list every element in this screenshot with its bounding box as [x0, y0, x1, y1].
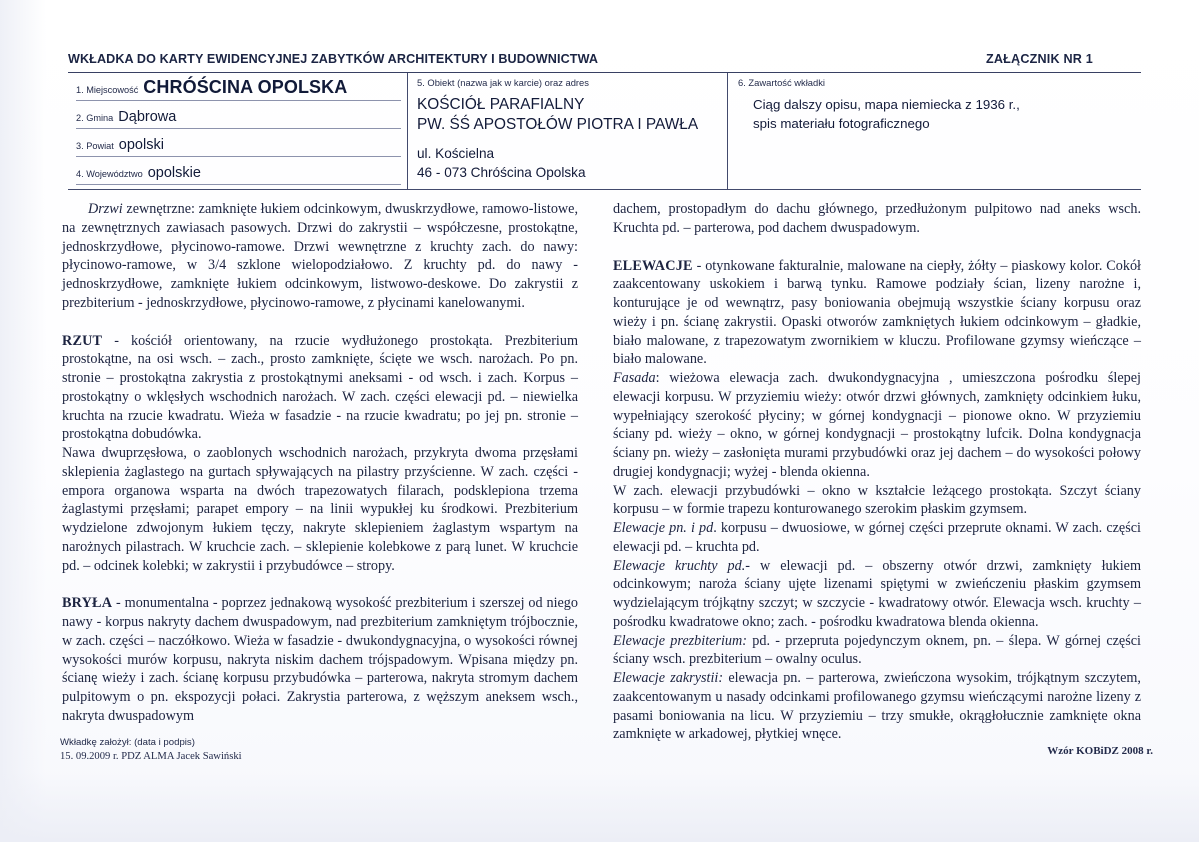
content-cell-body — [753, 95, 1020, 133]
header-title-row — [68, 52, 1141, 72]
paragraph-presbytery-elevations-label: Elewacje prezbiterium: — [613, 632, 747, 649]
paragraph-mass-text: - monumentalna - poprzez jednakową wysokość prezbiterium i szerszej od niego nawy - korpus nakryty dachem dwuspadowym, nad prezbiterium zamkniętym trójbocznie, w zach. części – naczółkowo. Wieża w fasadzie - dwukondygnacyjna, o wysokości równej wysokości murów korpusu, nakryta niskim dachem trójspadowym. Wpisana między pn. ścianę wieży i zach. ścianę korpusu przybudówka – parterowa, nakryta stromym dachem pulpitowym o pn. ekspozycji połaci. Zakrystia parterowa, z węższym aneksem wsch., nakryta dwuspadowym — [62, 595, 578, 724]
paragraph-elev-pn-pd-label: Elewacje pn. i pd — [613, 520, 714, 536]
paragraph-plan-text: - kościół orientowany, na rzucie wydłużonego prostokąta. Prezbiterium prostokątne, na osi wsch. – zach., prosto zamknięte, ścięte we wsch. narożach. Po pn. stronie – prostokątna zakrystia z prostokątnymi aneksami - od wsch. i zach. Korpus – prostokątny o wklęsłych wschodnich narożach. W zach. części elewacji pd. – niewielka kruchta na rzucie kwadratu. Wieża w fasadzie - na rzucie kwadratu; po jej pn. stronie – prostokątna dobudówka. — [62, 332, 578, 443]
paragraph-elevations-label: ELEWACJE — [613, 257, 693, 274]
paragraph-sacristy-elevations — [613, 669, 1141, 744]
header-location-fields — [68, 73, 407, 189]
field-wojewodztwo-label: 4. Województwo — [76, 169, 143, 179]
paragraph-facade-label: Fasada — [613, 370, 656, 386]
field-gmina[interactable] — [76, 103, 401, 129]
paragraph-facade — [613, 369, 1141, 482]
paragraph-plan-label: RZUT — [62, 332, 103, 349]
footer-form-reference: Wzór KOBiDZ 2008 r. — [1047, 745, 1153, 757]
field-powiat-label: 3. Powiat — [76, 141, 114, 151]
content-line-1: Ciąg dalszy opisu, mapa niemiecka z 1936 r., — [753, 97, 1020, 112]
footer-signature-caption: Wkładkę założył: (data i podpis) — [60, 737, 195, 748]
paragraph-mass-label: BRYŁA — [62, 595, 113, 612]
body-column-left — [62, 200, 578, 726]
paragraph-nave: Nawa dwuprzęsłowa, o zaoblonych wschodnich narożach, przykryta dwoma przęsłami sklepienia żaglastego na gurtach spływających na pilastry przyścienne. W zach. części - empora organowa wsparta na dwóch trapezowatych filarach, podsklepiona trzema żaglastymi przęsłami; parapet empory – na linii wypukłej ku środkowi. Prezbiterium wydzielone zdwojonym łukiem tęczy, nakryte sklepieniem żaglastym wspartym na narożnych pilastrach. W kruchcie zach. – sklepienie kolebkowe z parą lunet. W kruchcie pd. – odcinek kolebki; w zakrystii i przybudówce – stropy. — [62, 445, 578, 574]
paragraph-presbytery-elevations — [613, 632, 1141, 670]
field-miejscowosc[interactable] — [76, 75, 401, 101]
annex-number-title: ZAŁĄCZNIK NR 1 — [985, 52, 1093, 66]
paragraph-doors-text: zewnętrzne: zamknięte łukiem odcinkowym, dwuskrzydłowe, ramowo-listowe, na zewnętrznych zawiasach pasowych. Drzwi do zakrystii – współczesne, prostokątne, jednoskrzydłowe, płycinowo-ramowe. Drzwi wewnętrzne z kruchty zach. do nawy: płycinowo-ramowe, w 3/4 szklone wielopodziałowo. Z kruchty pd. do nawy - jednoskrzydłowe, zamknięte łukiem odcinkowym, listwowo-deskowe. Do zakrystii z prezbiterium - jednoskrzydłowe, płycinowo-ramowe, z płycinami kanelowanymi. — [62, 201, 578, 311]
paragraph-elev-pn-pd — [613, 519, 1141, 557]
content-cell-caption: 6. Zawartość wkładki — [738, 77, 826, 88]
paragraph-mass-continued: dachem, prostopadłym do dachu głównego, przedłużonym pulpitowo nad aneks wsch. Kruchta pd. – parterowa, pod dachem dwuspadowym. — [613, 201, 1141, 236]
paragraph-porch-elevations-label: Elewacje kruchty pd.- — [613, 557, 750, 574]
paragraph-annex: W zach. elewacji przybudówki – okno w kształcie leżącego prostokąta. Szczyt ściany korpusu – w formie trapezu konturowanego szerokim płaskim gzymsem. — [613, 482, 1141, 518]
field-miejscowosc-label: 1. Miejscowość — [76, 85, 139, 95]
field-wojewodztwo[interactable] — [76, 159, 401, 185]
paragraph-plan — [62, 332, 578, 445]
paragraph-porch-elevations — [613, 557, 1141, 632]
paragraph-doors — [62, 200, 578, 313]
field-miejscowosc-value: CHRÓŚCINA OPOLSKA — [143, 77, 348, 97]
paragraph-elevations-text: - otynkowane fakturalnie, malowane na ciepły, żółty – piaskowy kolor. Cokół zaakcentowany uskokiem i barwą tynku. Ramowe podziały ścian, lizeny narożne i, konturujące je od wewnątrz, pasy boniowania obejmują wszystkie ściany korpusu oraz wieży i pn. ścianę zakrystii. Opaski otworów zamkniętych łukiem odcinkowym – gładkie, biało malowane, z trapezowatym zwornikiem w kluczu. Profilowane gzymsy wieńczące – biało malowane. — [613, 257, 1141, 368]
field-wojewodztwo-value: opolskie — [147, 165, 201, 181]
header-table-divider-1 — [407, 73, 408, 189]
object-name — [417, 95, 698, 135]
object-cell-caption: 5. Obiekt (nazwa jak w karcie) oraz adres — [417, 77, 589, 88]
footer-signature-value: 15. 09.2009 r. PDZ ALMA Jacek Sawiński — [60, 751, 242, 762]
paragraph-sacristy-elevations-text: elewacja pn. – parterowa, zwieńczona wysokim, trójkątnym szczytem, zaakcentowanym u nasady odcinkami profilowanego gzymsu wieńczącymi narożne lizeny z pasami boniowania na licu. W przyziemiu – trzy smukłe, okrągłołucznie zamknięte okna zamknięte w arkadowej, płytkiej wnęce. — [613, 670, 1141, 743]
field-powiat[interactable] — [76, 131, 401, 157]
field-gmina-label: 2. Gmina — [76, 113, 114, 123]
footer-signature-block — [60, 736, 242, 764]
body-column-right — [613, 200, 1141, 744]
content-line-2: spis materiału fotograficznego — [753, 116, 930, 131]
header-table-divider-2 — [727, 73, 728, 189]
field-gmina-value: Dąbrowa — [118, 109, 177, 125]
paragraph-facade-text: : wieżowa elewacja zach. dwukondygnacyjna , umieszczona pośrodku ślepej elewacji korpusu. W przyziemiu wieży: otwór drzwi głównych, zamknięty odcinkiem łuku, wypełniający szerokość płyciny; w górnej kondygnacji – pionowe okno. W przyziemiu ściany pd. wieży – okno, w górnej kondygnacji – prostokątny lufcik. Dolna kondygnacja ściany pn. wieży – zasłonięta murami przybudówki oraz jej dachem – do wysokości połowy drugiej kondygnacji; wyżej - blenda okienna. — [613, 370, 1141, 480]
paragraph-elevations — [613, 257, 1141, 370]
paragraph-doors-label: Drzwi — [88, 201, 123, 217]
field-underline — [76, 128, 401, 129]
header-bottom-rule — [68, 189, 1141, 190]
object-address-line-1: ul. Kościelna — [417, 146, 495, 161]
header-table — [68, 73, 1141, 189]
object-address — [417, 145, 586, 182]
field-underline — [76, 184, 401, 185]
paragraph-sacristy-elevations-label: Elewacje zakrystii: — [613, 670, 724, 686]
field-underline — [76, 100, 401, 101]
paragraph-elev-pn-pd-text: . korpusu – dwuosiowe, w górnej części przeprute oknami. W zach. części elewacji pd. – kruchta pd. — [613, 520, 1141, 555]
paragraph-mass — [62, 594, 578, 725]
document-main-title: WKŁADKA DO KARTY EWIDENCYJNEJ ZABYTKÓW ARCHITEKTURY I BUDOWNICTWA — [68, 52, 599, 66]
field-powiat-value: opolski — [118, 137, 164, 153]
field-underline — [76, 156, 401, 157]
object-name-line-2: PW. ŚŚ APOSTOŁÓW PIOTRA I PAWŁA — [417, 116, 699, 133]
header-content-cell — [729, 73, 1141, 189]
object-address-line-2: 46 - 073 Chróścina Opolska — [417, 164, 586, 180]
paragraph-porch-elevations-text: w elewacji pd. – obszerny otwór drzwi, zamknięty łukiem odcinkowym; naroża ściany ujęte lizenami spiętymi w zwieńczeniu płaskim gzymsem wydzielającym trójkątny szczyt; w szczycie - kwadratowy otwór. Elewacja wsch. kruchty – pośrodku kwadratowe okno; zach. - pośrodku kwadratowa blenda okienna. — [613, 557, 1141, 630]
header-object-cell — [409, 73, 727, 189]
object-name-line-1: KOŚCIÓŁ PARAFIALNY — [417, 96, 585, 113]
paragraph-presbytery-elevations-text: pd. - przepruta pojedynczym oknem, pn. – ślepa. W górnej części ściany wsch. prezbiterium – owalny oculus. — [613, 632, 1141, 668]
